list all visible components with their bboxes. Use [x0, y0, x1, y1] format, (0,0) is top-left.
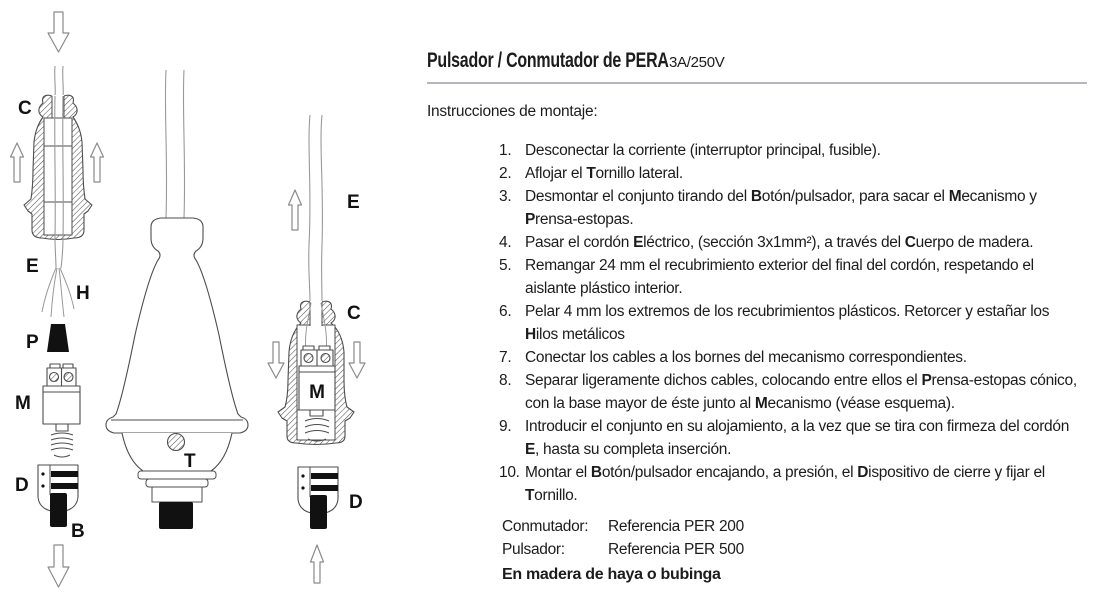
- stripped-wires: [42, 268, 74, 317]
- electrical-rating: 3A/250V: [669, 54, 725, 71]
- arrow-down-icon: [349, 342, 365, 378]
- instruction-item: [427, 461, 1089, 507]
- instruction-item: [427, 346, 1089, 369]
- instruction-list: [427, 139, 1089, 507]
- push-button: [50, 493, 67, 527]
- reference-value: Referencia PER 500: [608, 541, 744, 558]
- label-dispositivo-right: D: [349, 492, 363, 513]
- body-neck: [152, 487, 202, 502]
- instruction-number: 3.: [499, 188, 512, 205]
- instruction-item: [427, 139, 1089, 162]
- instruction-text: Aflojar el Tornillo lateral.: [525, 165, 683, 182]
- reference-row: [427, 538, 1089, 561]
- label-cordon-right: E: [347, 192, 360, 213]
- side-screw-icon: [168, 434, 185, 451]
- arrow-up-icon: [11, 143, 24, 182]
- arrow-up-icon: [289, 190, 302, 230]
- terminal-screw-icon: [64, 373, 73, 382]
- reference-value: Referencia PER 200: [608, 518, 744, 535]
- push-button: [159, 502, 193, 529]
- instruction-text: Desmontar el conjunto tirando del Botón/pulsador, para sacar el Mecanismo y Prensa-estopas.: [525, 188, 1037, 228]
- instruction-number: 2.: [499, 165, 512, 182]
- cord-grip-channel: [52, 95, 64, 121]
- instruction-item: [427, 185, 1089, 231]
- arrow-up-icon: [311, 545, 324, 583]
- body-ridge: [138, 471, 216, 479]
- cord-channel: [310, 301, 322, 326]
- instruction-item: [427, 300, 1089, 346]
- instruction-text: Montar el Botón/pulsador encajando, a presión, el Dispositivo de cierre y fijar el Tornillo.: [525, 464, 1045, 504]
- instruction-item: [427, 254, 1089, 300]
- body-ridge: [146, 479, 208, 487]
- arrow-up-icon: [91, 143, 104, 182]
- label-cordon: E: [26, 256, 39, 277]
- instruction-number: 8.: [499, 372, 512, 389]
- page-title: Pulsador / Conmutador de PERA: [427, 49, 669, 72]
- label-mecanismo: M: [15, 393, 31, 414]
- electric-cord: [55, 66, 64, 96]
- instruction-number: 9.: [499, 418, 512, 435]
- label-hilos: H: [76, 283, 90, 304]
- instruction-number: 7.: [499, 349, 512, 366]
- instruction-number: 6.: [499, 303, 512, 320]
- pear-body-view: [106, 70, 248, 529]
- wood-note: En madera de haya o bubinga: [502, 566, 721, 583]
- title-divider: [427, 82, 1087, 84]
- instructions-panel: [427, 0, 1089, 584]
- cone-grommet: [47, 324, 69, 352]
- terminal-screw-icon: [304, 354, 313, 363]
- terminal-screw-icon: [321, 354, 330, 363]
- reference-row: [427, 515, 1089, 538]
- terminal-screw-icon: [50, 373, 59, 382]
- label-dispositivo: D: [15, 475, 29, 496]
- instruction-item: [427, 415, 1089, 461]
- arrow-down-icon: [48, 12, 69, 52]
- instruction-text: Separar ligeramente dichos cables, colocando entre ellos el Prensa-estopas cónico, con la base mayor de éste junto al Mecanismo (véase esquema).: [525, 372, 1077, 412]
- instruction-text: Pasar el cordón Eléctrico, (sección 3x1mm²), a través del Cuerpo de madera.: [525, 234, 1034, 251]
- instruction-text: Conectar los cables a los bornes del mecanismo correspondientes.: [525, 349, 967, 366]
- instruction-number: 1.: [499, 142, 512, 159]
- title-row: [427, 49, 1089, 73]
- instruction-item: [427, 369, 1089, 415]
- instruction-text: Introducir el conjunto en su alojamiento, a la vez que se tira con firmeza del cordón E, hasta su completa inserción.: [525, 418, 1070, 458]
- arrow-down-icon: [48, 545, 69, 587]
- instruction-item: [427, 231, 1089, 254]
- instruction-number: 4.: [499, 234, 512, 251]
- label-tornillo: T: [184, 451, 196, 472]
- instructions-heading: Instrucciones de montaje:: [427, 103, 598, 120]
- threaded-stud: [51, 433, 73, 457]
- instruction-number: 5.: [499, 257, 512, 274]
- arrow-down-icon: [268, 342, 284, 378]
- instruction-text: Remangar 24 mm el recubrimiento exterior del final del cordón, respetando el aislante plástico interior.: [525, 257, 1034, 297]
- switch-mechanism: [43, 364, 80, 457]
- label-prensa: P: [26, 332, 39, 353]
- electric-cord: [309, 115, 323, 302]
- reference-label: Pulsador:: [502, 541, 565, 558]
- push-button: [310, 495, 327, 529]
- electric-cord: [165, 70, 184, 218]
- reference-label: Conmutador:: [502, 518, 589, 535]
- label-mecanismo-right: M: [309, 382, 325, 403]
- wooden-body: [106, 218, 248, 433]
- instruction-text: Desconectar la corriente (interruptor principal, fusible).: [525, 142, 881, 159]
- closure-cap: [38, 465, 78, 527]
- label-boton: B: [71, 521, 85, 542]
- reference-list: [427, 515, 1089, 561]
- label-cuerpo: C: [18, 98, 32, 119]
- instruction-item: [427, 162, 1089, 185]
- closure-cap: [298, 467, 338, 529]
- instruction-number: 10.: [499, 464, 520, 481]
- cord-grip-cavity: [44, 118, 72, 235]
- label-cuerpo-right: C: [347, 303, 361, 324]
- exploded-diagram: [0, 0, 420, 600]
- instruction-text: Pelar 4 mm los extremos de los recubrimientos plásticos. Retorcer y estañar los Hilos metálicos: [525, 303, 1050, 343]
